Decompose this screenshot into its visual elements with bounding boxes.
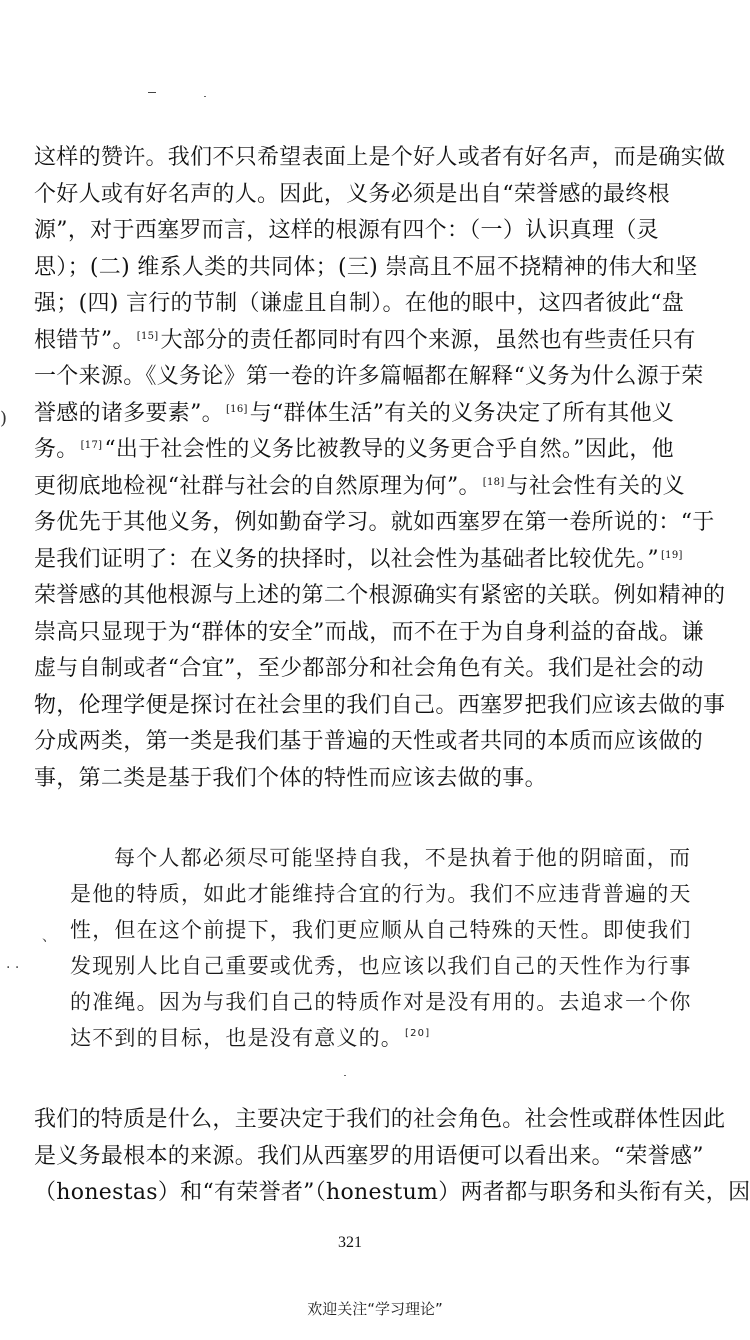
text-line	[34, 396, 675, 433]
text-line: 思）；(二) 维系人类的共同体；(三) 崇高且不屈不挠精神的伟大和坚	[34, 254, 698, 280]
text-line: 是义务最根本的来源。我们从西塞罗的用语便可以看出来。“荣誉感”	[34, 1143, 704, 1169]
text-line: 务优先于其他义务，例如勤奋学习。就如西塞罗在第一卷所说的：“于	[34, 510, 715, 535]
text-line: 分成两类，第一类是我们基于普遍的天性或者共同的本质而应该做的	[34, 729, 704, 754]
text-line	[34, 323, 696, 360]
text-line: （honestas）和“有荣誉者”（honestum）两者都与职务和头衔有关，因	[34, 1180, 750, 1205]
footnote-ref-17[interactable]: [17]	[80, 440, 103, 451]
text-segment: 根错节”。	[34, 327, 135, 353]
scan-artifact	[204, 96, 206, 97]
text-segment: 与社会性有关的义	[506, 473, 685, 499]
quote-line: 是他的特质，如此才能维持合宜的行为。我们不应违背普遍的天	[70, 882, 692, 906]
footnote-ref-20[interactable]: [20]	[405, 1028, 431, 1039]
footnote-ref-16[interactable]: [16]	[225, 403, 248, 415]
text-segment: “出于社会性的义务比被教导的义务更合乎自然。”因此，他	[104, 437, 674, 462]
text-line	[34, 542, 683, 579]
quote-line	[70, 1020, 662, 1056]
scan-artifact	[148, 92, 156, 93]
page-number: 321	[338, 1234, 362, 1251]
text-line: 这样的赞许。我们不只希望表面上是个好人或者有好名声，而是确实做	[34, 145, 726, 170]
text-line: 物，伦理学便是探讨在社会里的我们自己。西塞罗把我们应该去做的事	[34, 692, 726, 718]
scan-artifact	[344, 1075, 346, 1076]
text-segment: 与“群体生活”有关的义务决定了所有其他义	[249, 400, 675, 426]
text-segment: 达不到的目标，也是没有意义的。	[70, 1026, 403, 1050]
footnote-ref-15[interactable]: [15]	[136, 330, 159, 342]
text-line	[34, 432, 674, 469]
text-segment: 誉感的诸多要素”。	[34, 400, 224, 426]
body-paragraph-2	[34, 1102, 750, 1212]
text-line: 个好人或有好名声的人。因此，义务必须是出自“荣誉感的最终根	[34, 181, 670, 207]
margin-mark: 、	[42, 929, 56, 945]
text-line: 崇高只显现于为“群体的安全”而战，而不在于为自身利益的奋战。谦	[34, 619, 704, 645]
quote-line: 性，但在这个前提下，我们更应顺从自己特殊的天性。即使我们	[70, 918, 692, 942]
text-line: 荣誉感的其他根源与上述的第二个根源确实有紧密的关联。例如精神的	[34, 583, 726, 608]
text-line: 一个来源。《义务论》第一卷的许多篇幅都在解释“义务为什么源于荣	[34, 364, 704, 389]
text-line	[34, 469, 685, 506]
margin-mark: )	[0, 408, 8, 429]
footnote-ref-18[interactable]: [18]	[482, 476, 505, 488]
text-line: 事，第二类是基于我们个体的特性而应该去做的事。	[34, 765, 547, 791]
text-line: 源”，对于西塞罗而言，这样的根源有四个：（一）认识真理（灵	[34, 218, 659, 243]
footer-note: 欢迎关注“学习理论”	[307, 1300, 443, 1318]
quote-line: 的准绳。因为与我们自己的特质作对是没有用的。去追求一个你	[70, 990, 692, 1014]
text-segment: 大部分的责任都同时有四个来源，虽然也有些责任只有	[160, 327, 696, 353]
quote-line: 发现别人比自己重要或优秀，也应该以我们自己的天性作为行事	[70, 954, 692, 978]
text-line: 强；(四) 言行的节制（谦虚且自制）。在他的眼中，这四者彼此“盘	[34, 291, 685, 316]
footnote-ref-19[interactable]: [19]	[660, 549, 683, 561]
text-line: 我们的特质是什么，主要决定于我们的社会角色。社会性或群体性因此	[34, 1107, 726, 1132]
text-segment: 是我们证明了：在义务的抉择时，以社会性为基础者比较优先。”	[34, 546, 659, 572]
text-segment: 更彻底地检视“社群与社会的自然原理为何”。	[34, 473, 481, 499]
quote-line: 每个人都必须尽可能坚持自我，不是执着于他的阴暗面，而	[114, 846, 692, 870]
text-segment: 务。	[34, 437, 79, 462]
margin-mark: . .	[6, 956, 20, 972]
body-paragraph-1	[34, 140, 726, 797]
block-quote	[70, 840, 692, 1056]
text-line: 虚与自制或者“合宜”，至少都部分和社会角色有关。我们是社会的动	[34, 656, 704, 681]
